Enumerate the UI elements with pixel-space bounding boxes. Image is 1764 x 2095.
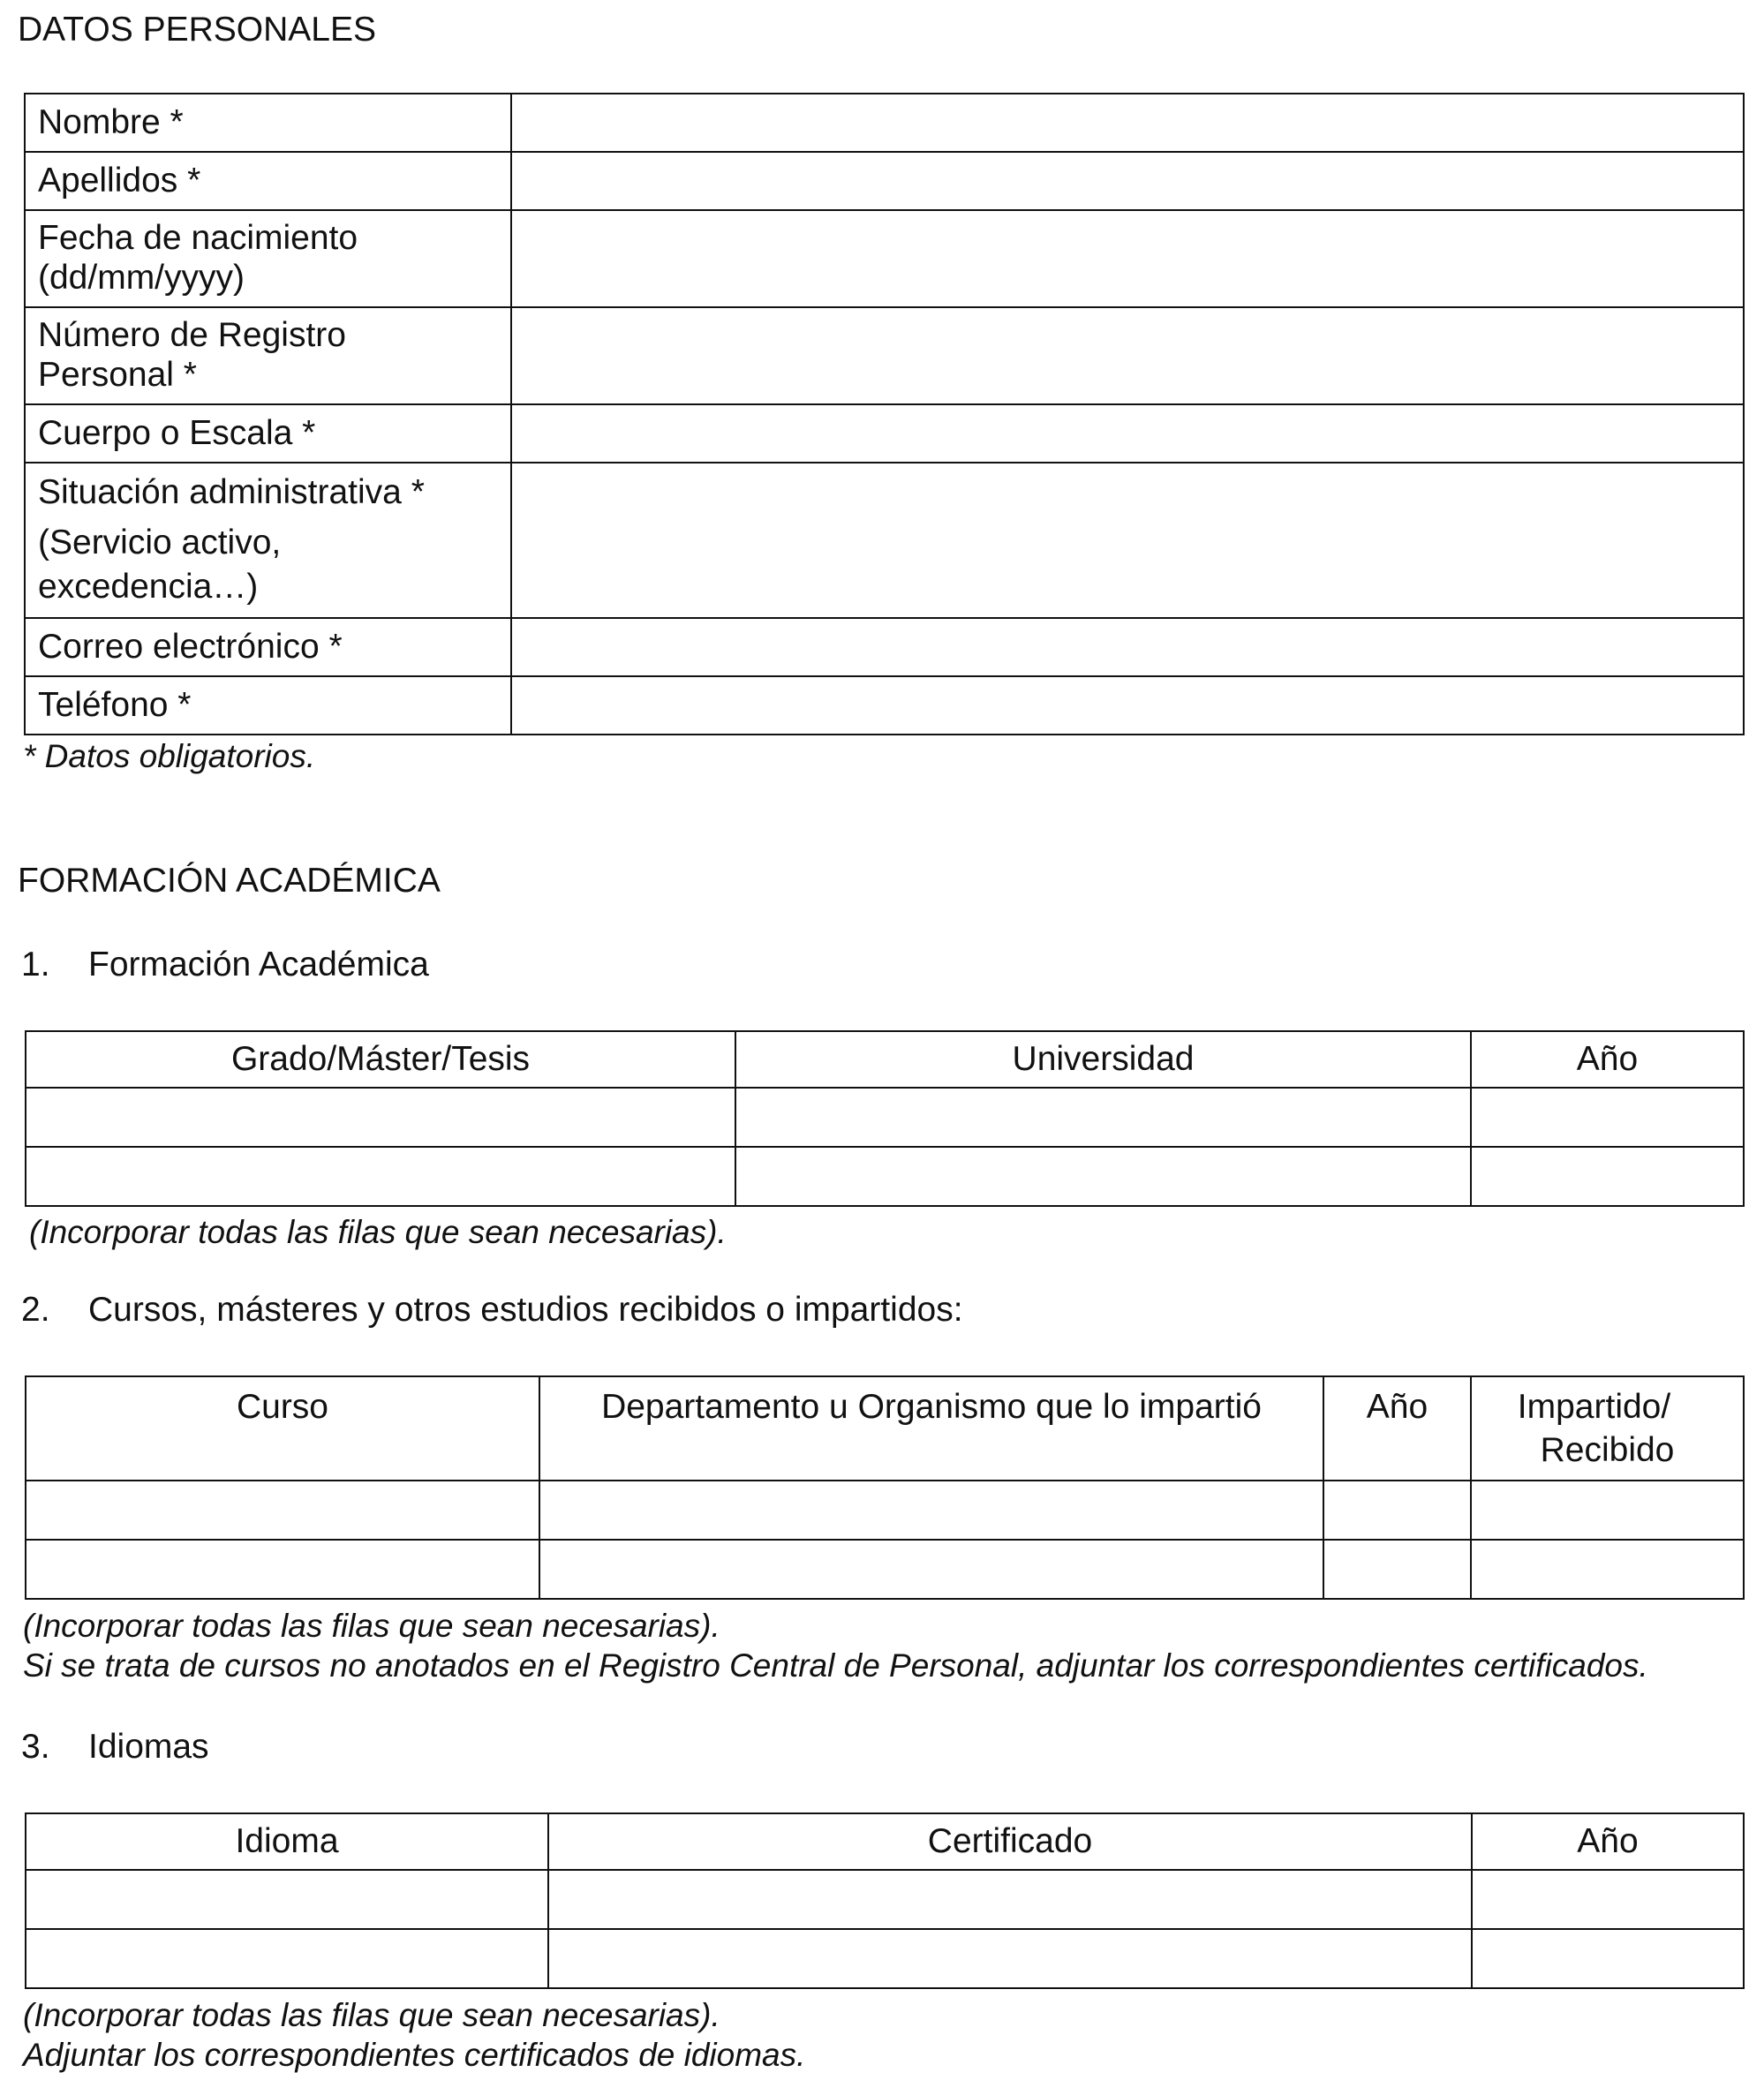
degrees-table [25, 1030, 1745, 1207]
taught-received-line2: Recibido [1540, 1430, 1675, 1469]
language-column-header: Idioma [26, 1813, 548, 1870]
table-row [25, 152, 1744, 210]
university-cell[interactable] [735, 1147, 1471, 1206]
surname-field[interactable] [511, 152, 1744, 210]
table-row [26, 1870, 1744, 1929]
degree-cell[interactable] [26, 1088, 735, 1147]
phone-field[interactable] [511, 676, 1744, 735]
university-column-header: Universidad [735, 1031, 1471, 1088]
registry-number-label-line1: Número de Registro [38, 316, 346, 355]
name-field[interactable] [511, 94, 1744, 152]
academic-training-heading: FORMACIÓN ACADÉMICA [18, 862, 441, 900]
table-row [26, 1540, 1744, 1599]
birthdate-label [25, 210, 511, 307]
table-row [25, 94, 1744, 152]
year-cell[interactable] [1323, 1481, 1471, 1540]
department-column-header: Departamento u Organismo que lo impartió [539, 1376, 1323, 1481]
surname-label: Apellidos * [25, 152, 511, 210]
table-row [25, 404, 1744, 463]
taught-received-column-header [1471, 1376, 1744, 1481]
phone-label: Teléfono * [25, 676, 511, 735]
courses-heading [21, 1291, 963, 1330]
course-cell[interactable] [26, 1481, 539, 1540]
courses-table [25, 1375, 1745, 1600]
registry-number-field[interactable] [511, 307, 1744, 404]
year-cell[interactable] [1472, 1929, 1744, 1988]
year-column-header: Año [1471, 1031, 1744, 1088]
item-title: Cursos, másteres y otros estudios recibidos o impartidos: [88, 1291, 963, 1329]
certificate-cell[interactable] [548, 1929, 1472, 1988]
year-cell[interactable] [1471, 1088, 1744, 1147]
languages-table [25, 1812, 1745, 1989]
registry-number-label [25, 307, 511, 404]
birthdate-label-line1: Fecha de nacimiento [38, 219, 358, 258]
email-field[interactable] [511, 618, 1744, 676]
table-header-row [26, 1031, 1744, 1088]
certificates-note: Si se trata de cursos no anotados en el Registro Central de Personal, adjuntar los correspondientes certificados. [23, 1647, 1648, 1684]
item-number: 3. [21, 1728, 50, 1766]
corps-label: Cuerpo o Escala * [25, 404, 511, 463]
mandatory-footnote: * Datos obligatorios. [23, 738, 316, 774]
year-cell[interactable] [1471, 1147, 1744, 1206]
language-cell[interactable] [26, 1929, 548, 1988]
personal-data-table [24, 93, 1745, 735]
add-rows-note: (Incorporar todas las filas que sean necesarias). [29, 1214, 727, 1250]
admin-status-field[interactable] [511, 463, 1744, 618]
year-column-header: Año [1323, 1376, 1471, 1481]
table-row [26, 1481, 1744, 1540]
item-title: Formación Académica [88, 946, 429, 983]
department-cell[interactable] [539, 1481, 1323, 1540]
table-header-row [26, 1376, 1744, 1481]
taught-received-line1: Impartido/ [1517, 1388, 1671, 1426]
birthdate-label-line2: (dd/mm/yyyy) [38, 259, 245, 297]
table-row [25, 463, 1744, 618]
personal-data-heading: DATOS PERSONALES [18, 11, 377, 49]
admin-status-label-line3: excedencia…) [38, 568, 259, 607]
table-row [26, 1088, 1744, 1147]
email-label: Correo electrónico * [25, 618, 511, 676]
year-column-header: Año [1472, 1813, 1744, 1870]
course-column-header: Curso [26, 1376, 539, 1481]
languages-heading [21, 1728, 209, 1767]
year-cell[interactable] [1472, 1870, 1744, 1929]
add-rows-note: (Incorporar todas las filas que sean necesarias). [23, 1608, 720, 1644]
table-row [26, 1929, 1744, 1988]
registry-number-label-line2: Personal * [38, 356, 197, 394]
table-row [25, 676, 1744, 735]
academic-degrees-heading [21, 946, 429, 984]
taught-received-cell[interactable] [1471, 1481, 1744, 1540]
degree-cell[interactable] [26, 1147, 735, 1206]
degree-column-header: Grado/Máster/Tesis [26, 1031, 735, 1088]
item-number: 2. [21, 1291, 50, 1329]
certificate-column-header: Certificado [548, 1813, 1472, 1870]
language-certificates-note: Adjuntar los correspondientes certificados de idiomas. [23, 2037, 806, 2073]
department-cell[interactable] [539, 1540, 1323, 1599]
university-cell[interactable] [735, 1088, 1471, 1147]
language-cell[interactable] [26, 1870, 548, 1929]
admin-status-label [25, 463, 511, 618]
table-header-row [26, 1813, 1744, 1870]
add-rows-note: (Incorporar todas las filas que sean necesarias). [23, 1997, 720, 2033]
table-row [25, 210, 1744, 307]
corps-field[interactable] [511, 404, 1744, 463]
table-row [25, 307, 1744, 404]
certificate-cell[interactable] [548, 1870, 1472, 1929]
course-cell[interactable] [26, 1540, 539, 1599]
name-label: Nombre * [25, 94, 511, 152]
table-row [25, 618, 1744, 676]
admin-status-label-line2: (Servicio activo, [38, 523, 282, 561]
item-number: 1. [21, 946, 50, 983]
table-row [26, 1147, 1744, 1206]
birthdate-field[interactable] [511, 210, 1744, 307]
admin-status-label-line1: Situación administrativa * [38, 472, 425, 511]
year-cell[interactable] [1323, 1540, 1471, 1599]
item-title: Idiomas [88, 1728, 209, 1766]
taught-received-cell[interactable] [1471, 1540, 1744, 1599]
